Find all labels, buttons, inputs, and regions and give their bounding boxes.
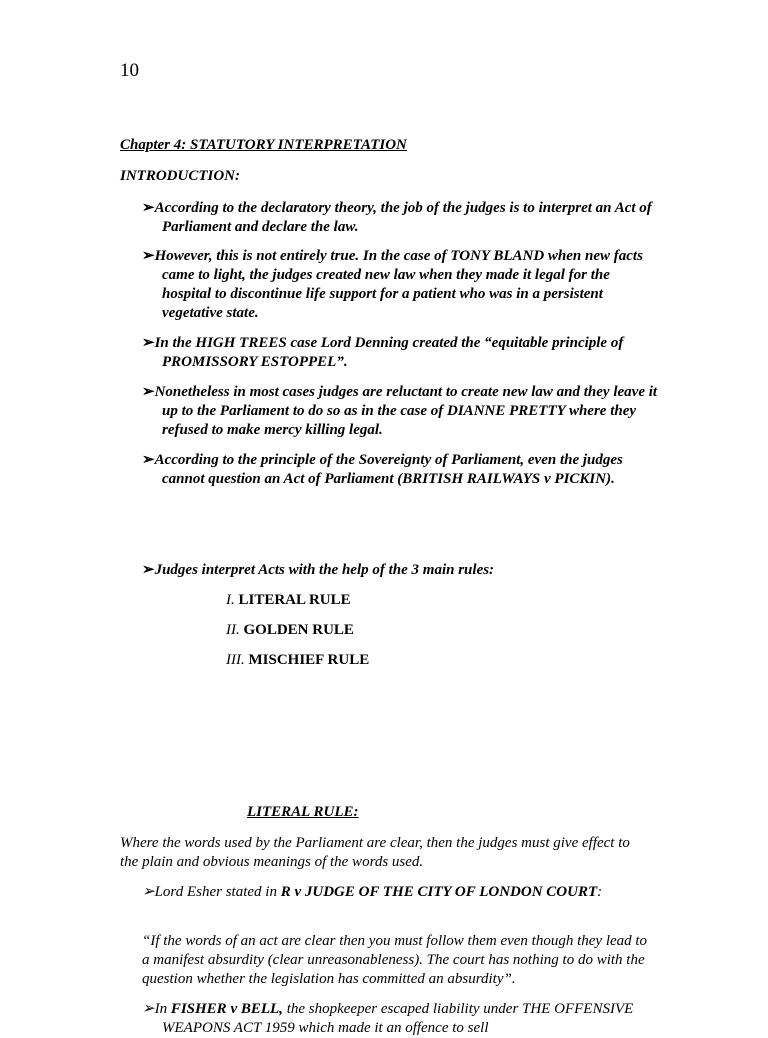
fisher-case-name: FISHER v BELL, <box>170 1001 283 1017</box>
rule-item-mischief <box>226 651 369 670</box>
introduction-heading: INTRODUCTION: <box>120 168 240 184</box>
esher-case-name: R v JUDGE OF THE CITY OF LONDON COURT <box>280 884 598 900</box>
intro-bullet-text: However, this is not entirely true. In the case of TONY BLAND when new facts came to light, the judges created new law when they made it legal for the hospital to discontinue life support for a patient who was in a persistent vegetative state. <box>154 248 643 321</box>
page-number: 10 <box>120 60 139 81</box>
rule-name: LITERAL RULE <box>238 592 351 608</box>
rule-number: III. <box>226 652 245 668</box>
fisher-bullet <box>142 1000 662 1038</box>
rules-bullet-text: Judges interpret Acts with the help of the 3 main rules: <box>154 562 495 578</box>
arrow-bullet-icon: ➢ <box>142 335 155 351</box>
rules-bullet <box>142 561 662 580</box>
rule-item-golden <box>226 621 354 640</box>
fisher-prefix: In <box>154 1001 171 1017</box>
esher-prefix: Lord Esher stated in <box>154 884 281 900</box>
arrow-bullet-icon: ➢ <box>142 384 155 400</box>
literal-rule-paragraph: Where the words used by the Parliament are clear, then the judges must give effect to the plain and obvious meanings of the words used. <box>120 835 630 870</box>
intro-bullet <box>142 334 662 372</box>
fisher-text: the shopkeeper escaped liability under THE OFFENSIVE WEAPONS ACT 1959 which made it an offence to sell <box>162 1001 634 1036</box>
literal-rule-title: LITERAL RULE: <box>247 804 359 820</box>
rule-name: MISCHIEF RULE <box>248 652 370 668</box>
esher-quote: “If the words of an act are clear then you must follow them even though they lead to a manifest absurdity (clear unreasonableness). The court has nothing to do with the question whether the legislation has committed an absurdity”. <box>142 933 648 987</box>
arrow-bullet-icon: ➢ <box>142 452 155 468</box>
chapter-heading: Chapter 4: STATUTORY INTERPRETATION <box>120 137 407 153</box>
arrow-bullet-icon: ➢ <box>142 200 155 216</box>
rule-number: II. <box>226 622 240 638</box>
intro-bullet-text: In the HIGH TREES case Lord Denning created the “equitable principle of PROMISSORY ESTOPPEL”. <box>154 335 624 370</box>
rule-name: GOLDEN RULE <box>243 622 354 638</box>
arrow-bullet-icon: ➢ <box>142 884 155 900</box>
intro-bullet <box>142 199 662 237</box>
rule-number: I. <box>226 592 235 608</box>
arrow-bullet-icon: ➢ <box>142 562 155 578</box>
intro-bullet-text: Nonetheless in most cases judges are reluctant to create new law and they leave it up to the Parliament to do so as in the case of DIANNE PRETTY where they refused to make mercy killing legal. <box>154 384 658 438</box>
intro-bullet <box>142 247 662 323</box>
arrow-bullet-icon: ➢ <box>142 1001 155 1017</box>
intro-bullet <box>142 383 662 440</box>
intro-bullet-text: According to the principle of the Sovereignty of Parliament, even the judges cannot question an Act of Parliament (BRITISH RAILWAYS v PICKIN). <box>154 452 623 487</box>
arrow-bullet-icon: ➢ <box>142 248 155 264</box>
intro-bullet <box>142 451 662 489</box>
intro-bullet-text: According to the declaratory theory, the job of the judges is to interpret an Act of Parliament and declare the law. <box>154 200 652 235</box>
esher-suffix: : <box>597 884 603 900</box>
rule-item-literal <box>226 591 351 610</box>
esher-bullet <box>142 883 662 902</box>
